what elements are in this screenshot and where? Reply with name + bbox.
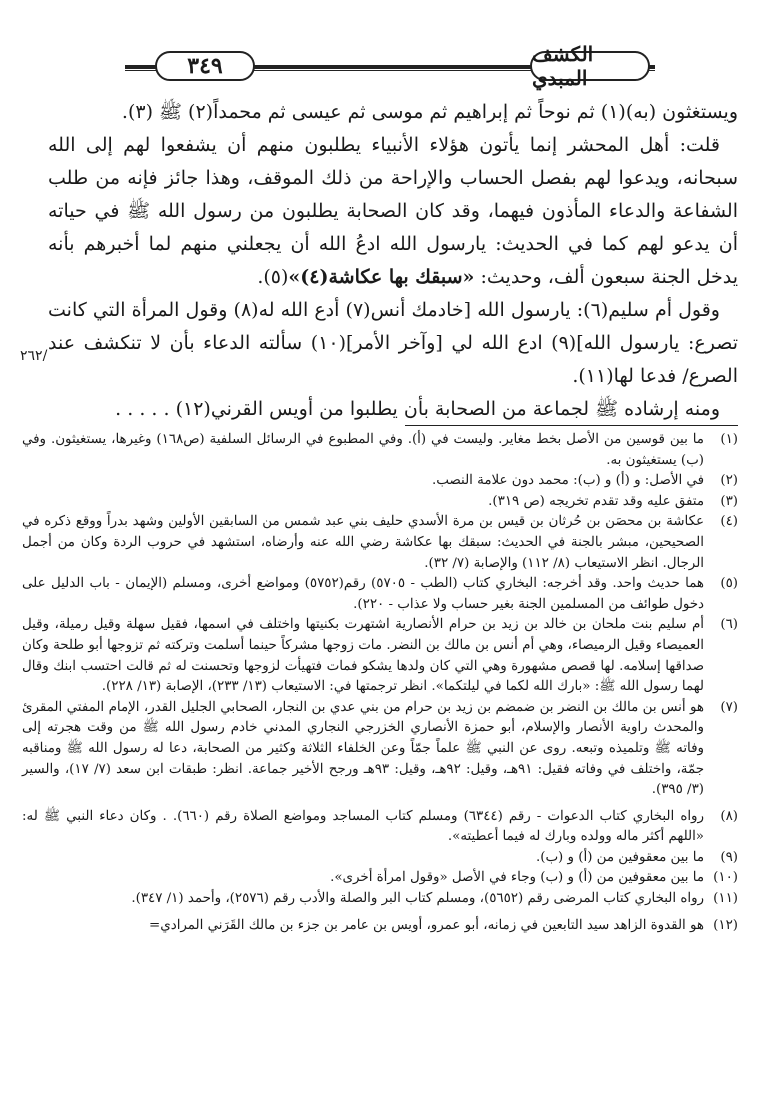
paragraph-2-ref: (٥). [257,266,289,288]
footnote [22,916,738,937]
footnote-number: (١١) [713,891,738,907]
footnote-number: (١) [720,432,738,447]
footnotes [22,430,738,936]
paragraph-2 [48,129,738,294]
footnote-number: (٥) [720,576,738,592]
paragraph-3: وقول أم سليم(٦): يارسول الله [خادمك أنس(٧) أدع الله له(٨) وقول المرأة التي كانت تصرع: يارسول الله](٩) ادع الله لي [وآخر الأمر](١٠) سألته الدعاء بأن لا تنكشف عند الصرع/ فدعا لها(١١). [48,299,738,387]
footnote-number: (٤) [720,514,738,530]
footnote-text: هما حديث واحد. وقد أخرجه: البخاري كتاب (الطب - ٥٧٠٥) رقم(٥٧٥٢) ومواضع أخرى، ومسلم (الإيمان - باب الدليل على دخول طوائف من المسلمين الجنة بغير حساب ولا عذاب - ٢٢٠). [22,576,704,612]
paragraph-1: ويستغثون (به)(١) ثم نوحاً ثم إبراهيم ثم موسى ثم عيسى ثم محمداً(٢) ﷺ (٣). [121,101,738,123]
footnote [22,430,738,471]
book-title: الكشف المبدي [530,51,650,81]
page-header [125,40,655,88]
footnote-number: (٧) [720,699,738,715]
footnote-text: هو أنس بن مالك بن النضر بن ضمضم بن زيد بن حرام من بني عدي بن النجار، الصحابي الجليل القدر، الإمام المفتي المقرئ والمحدث راوية الأنصار والإسلام، أبو حمزة الأنصاري الخزرجي النجاري المدني خادم رسول الله ﷺ من وقت هجرته إلى وفاته ﷺ وتلميذه وتبعه. روى عن النبي ﷺ علماً جمّاً وعن الخلفاء الثلاثة وكثير من الصحابة، دعا له رسول الله ﷺ ومناقبه جمّة، واختلف في وفاته فقيل: ٩١هـ، وقيل: ٩٢هـ، وقيل: ٩٣هـ ورجح الأخير جماعة. انظر: طبقات ابن سعد (٧/ ١٧)، والسير (٣/ ٣٩٥). [22,699,705,798]
footnote [22,471,738,492]
footnote-number: (٣) [720,493,738,509]
paragraph-4: ومنه إرشاده ﷺ لجماعة من الصحابة بأن يطلبوا من أويس القرني(١٢) . . . . . [115,398,720,420]
footnote-number: (٩) [720,849,738,865]
hadith-quote: «سبقك بها عكاشة(٤)» [288,266,475,288]
footnote [22,512,738,574]
footnote-number: (٨) [720,808,738,824]
footnote-text: هو القدوة الزاهد سيد التابعين في زمانه، أبو عمرو، أويس بن عامر بن جزء بن مالك القَرَني المرادي= [149,917,704,933]
footnote-text: عكاشة بن محصَن بن حُرثان بن قيس بن مرة الأسدي حليف بني عبد شمس من السابقين الأولين وشهد بدراً ووقع ذكره في الصحيحين، مبشر بالجنة في الحديث: سبقك بها عكاشة رضي الله عنه وأرضاه، استشهد في حروب الردة وكان من أجمل الرجال. انظر الاستيعاب (٨/ ١١٢) والإصابة (٧/ ٣٢). [22,514,704,571]
page-number: ٣٤٩ [155,51,255,81]
footnote-text: رواه البخاري كتاب الدعوات - رقم (٦٣٤٤) ومسلم كتاب المساجد ومواضع الصلاة رقم (٦٦٠). . وكان دعاء النبي ﷺ له: «اللهم أكثر ماله وولده وبارك له فيما أعطيته». [22,808,704,845]
footnote-number: (١٢) [713,917,738,933]
main-text [48,96,738,426]
footnote-text: ما بين قوسين من الأصل بخط مغاير. وليست في (أ). وفي المطبوع في الرسائل السلفية (ص١٦٨) وغيرها، يستغيثون. وفي (ب) يستغيثون به. [22,432,704,468]
footnote [22,698,738,801]
footnote-number: (٦) [720,617,738,633]
manuscript-page-marker: ٢٦٢/ [20,348,48,364]
footnote-text: ما بين معقوفين من (أ) و (ب) وجاء في الأصل «وقول امرأة أخرى». [330,870,704,886]
footnote-text: متفق عليه وقد تقدم تخريجه (ص ٣١٩). [488,493,704,509]
footnote-text: ما بين معقوفين من (أ) و (ب). [535,849,704,865]
footnote [22,615,738,697]
footnote-text: رواه البخاري كتاب المرضى رقم (٥٦٥٢)، ومسلم كتاب البر والصلة والأدب رقم (٢٥٧٦)، وأحمد (١/ ٣٤٧). [131,891,704,907]
footnote [22,807,738,848]
footnote [22,574,738,615]
footnote-number: (١٠) [713,870,738,886]
footnote [22,848,738,869]
footnote-separator [405,425,738,426]
footnote [22,868,738,889]
footnote [22,492,738,513]
paragraph-2-text: قلت: أهل المحشر إنما يأتون هؤلاء الأنبياء يطلبون منهم أن يشفعوا لهم إلى الله سبحانه، ويدعوا لهم بفصل الحساب والإراحة من ذلك الموقف، وهذا جائز فإنه من طلب الشفاعة والدعاء المأذون فيهما، وقد كان الصحابة يطلبون من رسول الله ﷺ في حياته أن يدعو لهم كما في الحديث: يارسول الله ادعُ الله أن يجعلني منهم لما أخبرهم بأنه يدخل الجنة سبعون ألف، وحديث: [48,134,739,288]
footnote-text: في الأصل: و (أ) و (ب): محمد دون علامة النصب. [432,473,704,489]
footnote [22,889,738,910]
footnote-number: (٢) [720,473,738,489]
footnote-text: أم سليم بنت ملحان بن خالد بن زيد بن حرام الأنصارية اشتهرت بكنيتها واختلف في اسمها، فقيل سهلة وقيل رميلة، وقيل العميصاء وقيل الرميصاء، وهي أم أنس بن مالك بن النضر. مات زوجها مشركاً حينما أسلمت وتركته ثم تزوجها أبو طلحة وكان صداقها إسلامه. لها قصص مشهورة وهي التي كان ولدها يشكو فمات فتهيأت لزوجها وتحسنت له ثم قالت احتسب ابنك وقال لهما رسول الله ﷺ: «بارك الله لكما في ليلتكما». انظر ترجمتها في: الاستيعاب (١٣/ ٢٣٣)، الإصابة (١٣/ ٢٢٨). [22,617,704,695]
